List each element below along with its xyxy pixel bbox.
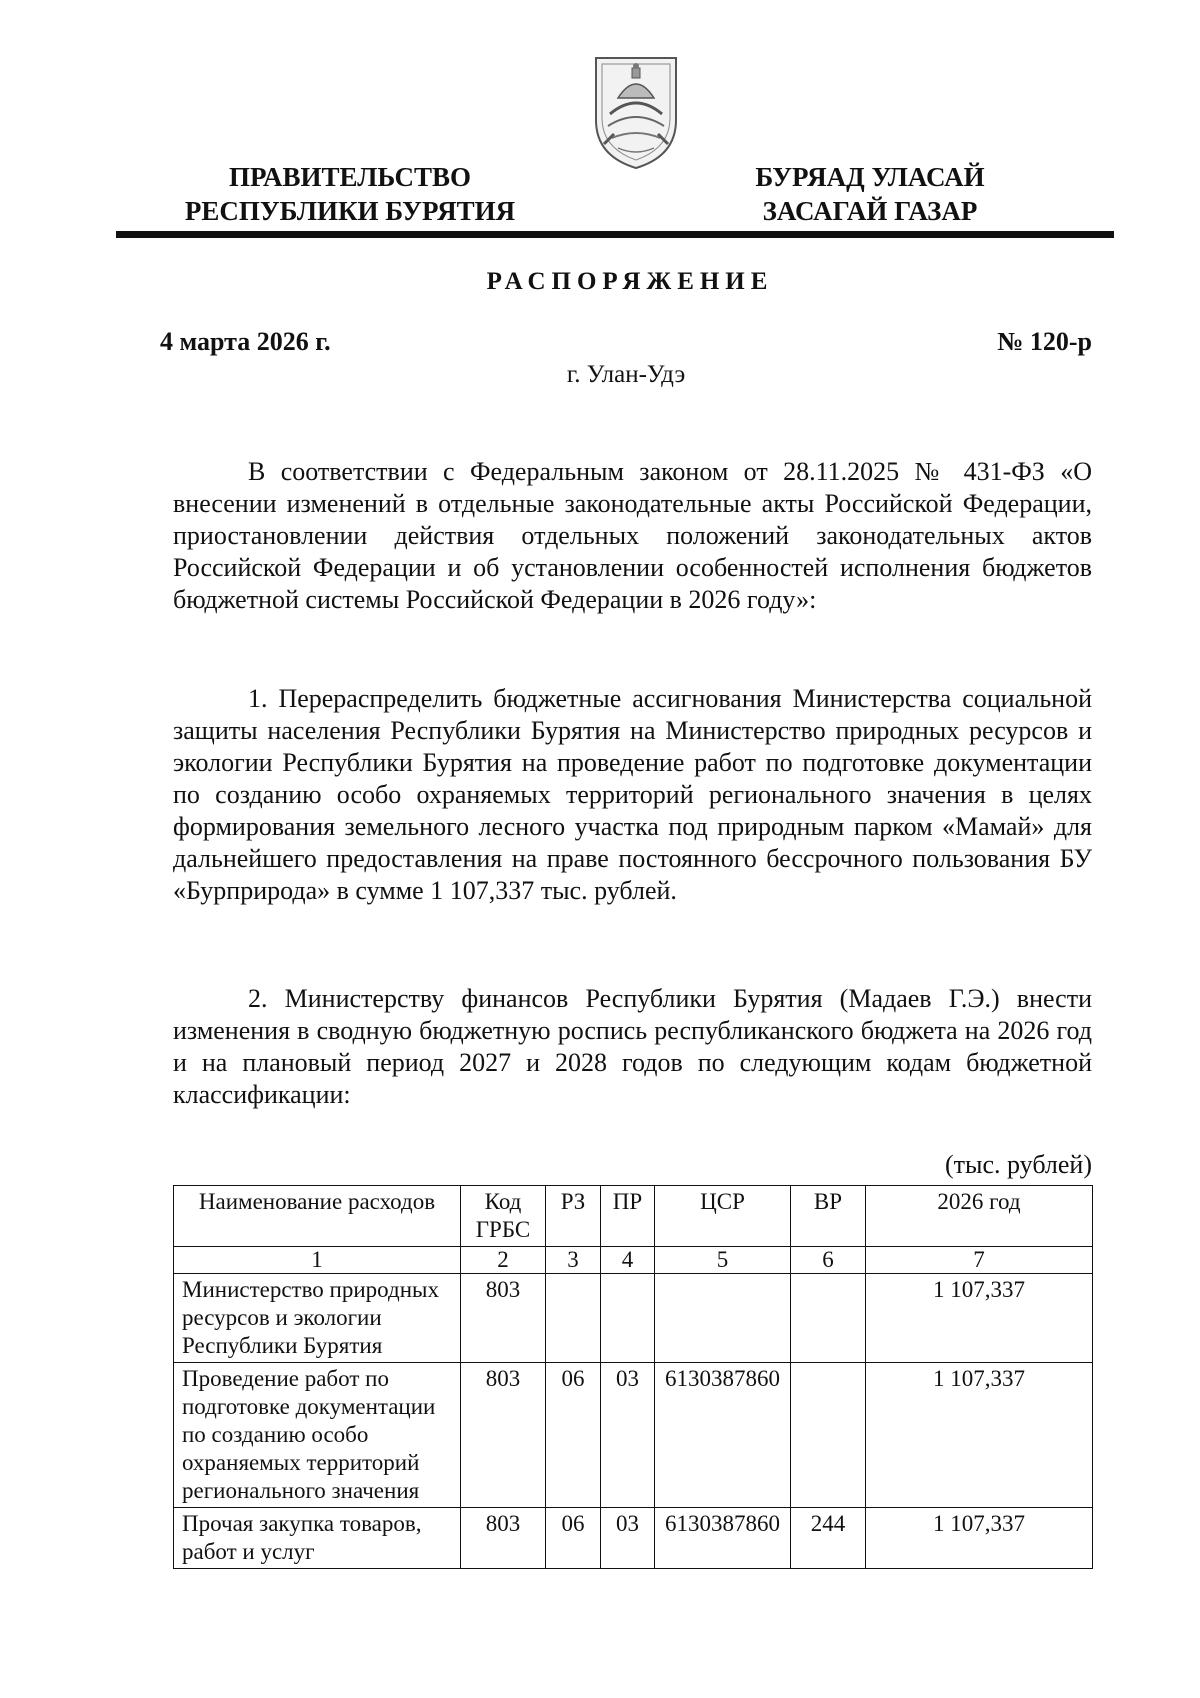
government-name-buryat-line1: БУРЯАД УЛАСАЙ <box>755 162 985 192</box>
column-number: 6 <box>791 1247 866 1274</box>
item-2-paragraph: 2. Министерству финансов Республики Бурятия (Мадаев Г.Э.) внести изменения в сводную бюджетную роспись республиканского бюджета на 2026 год и на плановый период 2027 и 2028 годов по следующим кодам бюджетной классификации: <box>173 984 1092 1109</box>
amount-cell: 1 107,337 <box>866 1508 1093 1569</box>
expense-name-cell: Министерство природных ресурсов и экологии Республики Бурятия <box>174 1274 461 1363</box>
government-name-russian-line1: ПРАВИТЕЛЬСТВО <box>228 162 472 192</box>
column-header: ЦСР <box>655 1186 791 1247</box>
column-number: 7 <box>866 1247 1093 1274</box>
grbs-code-cell: 803 <box>461 1363 546 1508</box>
rz-cell <box>546 1274 601 1363</box>
preamble-paragraph: В соответствии с Федеральным законом от 28.11.2025 № 431-ФЗ «О внесении изменений в отдельные законодательные акты Российской Федерации, приостановлении действия отдельных положений законодательных актов Российской Федерации и об установлении особенностей исполнения бюджетов бюджетной системы Российской Федерации в 2026 году»: <box>173 457 1092 614</box>
column-number: 1 <box>174 1247 461 1274</box>
column-header: ВР <box>791 1186 866 1247</box>
column-header: Наименование расходов <box>174 1186 461 1247</box>
column-number: 5 <box>655 1247 791 1274</box>
coat-of-arms-icon <box>588 48 684 172</box>
column-header: ПР <box>601 1186 655 1247</box>
pr-cell <box>601 1274 655 1363</box>
vr-cell <box>791 1274 866 1363</box>
column-header: 2026 год <box>866 1186 1093 1247</box>
government-name-buryat <box>720 160 1020 228</box>
header-divider <box>116 231 1114 238</box>
government-name-buryat-line2: ЗАСАГАЙ ГАЗАР <box>762 196 978 226</box>
pr-cell: 03 <box>601 1363 655 1508</box>
csr-cell: 6130387860 <box>655 1508 791 1569</box>
table-row <box>174 1508 1093 1569</box>
table-row <box>174 1274 1093 1363</box>
expense-name-cell: Проведение работ по подготовке документации по созданию особо охраняемых территорий регионального значения <box>174 1363 461 1508</box>
pr-cell: 03 <box>601 1508 655 1569</box>
document-number: № 120-р <box>997 327 1092 356</box>
column-number: 3 <box>546 1247 601 1274</box>
government-name-russian <box>160 160 540 228</box>
grbs-code-cell: 803 <box>461 1274 546 1363</box>
document-type: РАСПОРЯЖЕНИЕ <box>486 268 774 295</box>
rz-cell: 06 <box>546 1363 601 1508</box>
csr-cell: 6130387860 <box>655 1363 791 1508</box>
item-1-paragraph: 1. Перераспределить бюджетные ассигнования Министерства социальной защиты населения Республики Бурятия на Министерство природных ресурсов и экологии Республики Бурятия на проведение работ по подготовке документации по созданию особо охраняемых территорий регионального значения в целях формирования земельного лесного участка под природным парком «Мамай» для дальнейшего предоставления на праве постоянного бессрочного пользования БУ «Бурприрода» в сумме 1 107,337 тыс. рублей. <box>173 684 1092 905</box>
document-date: 4 марта 2026 г. <box>160 327 331 356</box>
government-name-russian-line2: РЕСПУБЛИКИ БУРЯТИЯ <box>184 196 516 226</box>
table-units: (тыс. рублей) <box>944 1150 1092 1179</box>
table-header-row <box>174 1186 1093 1247</box>
vr-cell: 244 <box>791 1508 866 1569</box>
column-number-row <box>174 1247 1093 1274</box>
column-number: 2 <box>461 1247 546 1274</box>
column-header: Код ГРБС <box>461 1186 546 1247</box>
column-header: РЗ <box>546 1186 601 1247</box>
csr-cell <box>655 1274 791 1363</box>
amount-cell: 1 107,337 <box>866 1274 1093 1363</box>
amount-cell: 1 107,337 <box>866 1363 1093 1508</box>
table-row <box>174 1363 1093 1508</box>
budget-table <box>173 1185 1093 1569</box>
document-city: г. Улан-Удэ <box>566 361 686 388</box>
column-number: 4 <box>601 1247 655 1274</box>
grbs-code-cell: 803 <box>461 1508 546 1569</box>
vr-cell <box>791 1363 866 1508</box>
expense-name-cell: Прочая закупка товаров, работ и услуг <box>174 1508 461 1569</box>
rz-cell: 06 <box>546 1508 601 1569</box>
